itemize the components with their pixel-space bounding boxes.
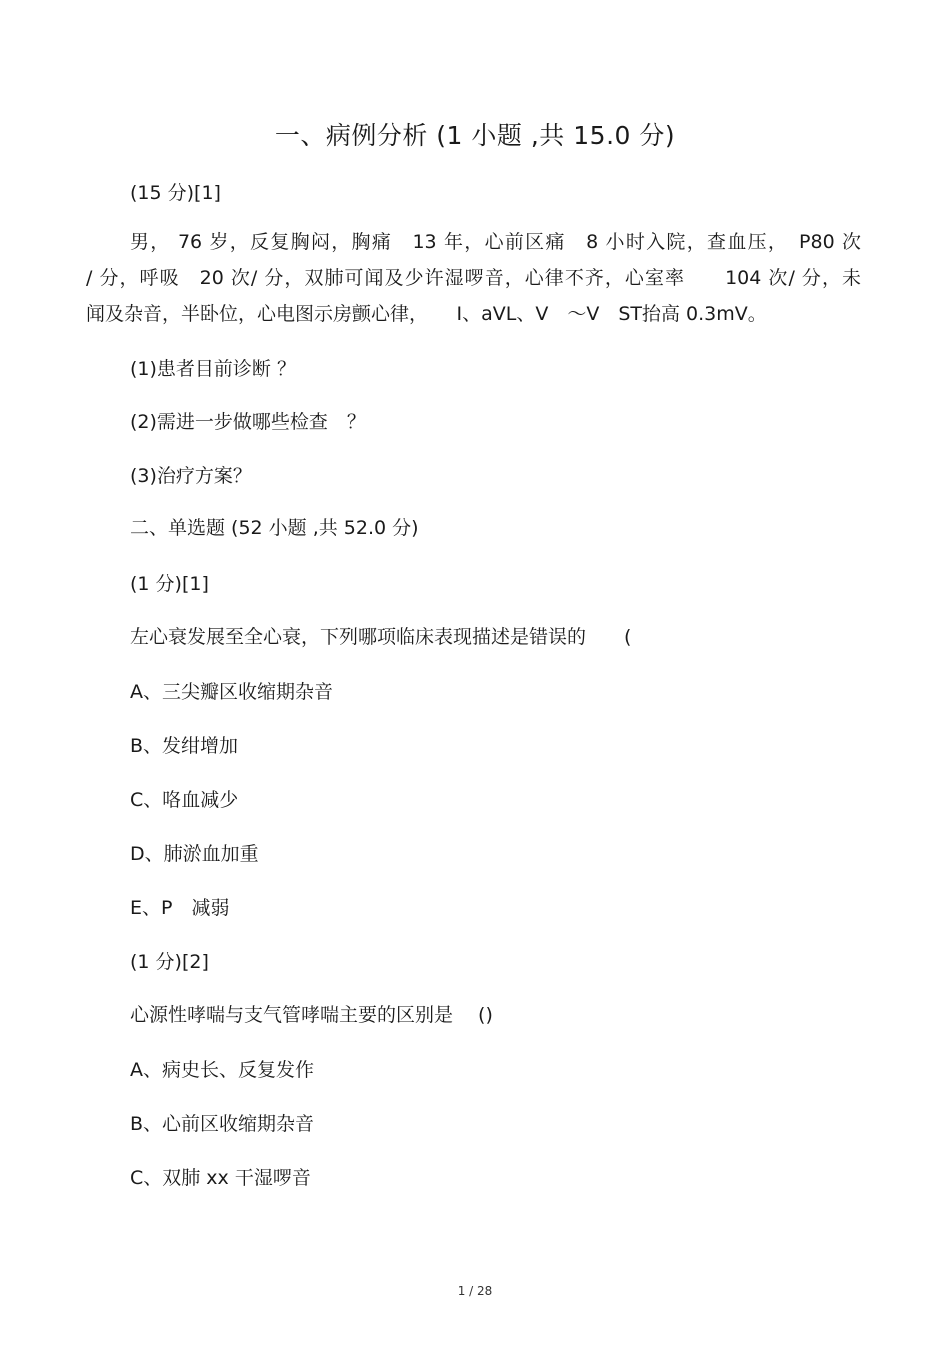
page-indicator: 1 / 28: [457, 1284, 493, 1298]
answer-option: D、肺淤血加重: [130, 843, 259, 865]
case-text-line: / 分，呼吸 20 次/ 分，双肺可闻及少许湿啰音，心律不齐，心室率 104 次/ 分，未: [86, 267, 861, 289]
answer-option: B、发绀增加: [130, 735, 239, 757]
case-description: [86, 224, 861, 332]
section-heading: 二、单选题 (52 小题 ,共 52.0 分): [130, 517, 419, 539]
answer-option: A、病史长、反复发作: [130, 1059, 314, 1081]
answer-option: C、双肺 xx 干湿啰音: [130, 1167, 311, 1189]
case-text-line: 男， 76 岁，反复胸闷，胸痛 13 年，心前区痛 8 小时入院，查血压， P80 次: [130, 231, 861, 253]
case-text-line: 闻及杂音，半卧位，心电图示房颤心律， I、aVL、V ～V ST抬高 0.3mV。: [86, 303, 767, 325]
question-stem: 左心衰发展至全心衰，下列哪项临床表现描述是错误的 (: [130, 626, 632, 648]
case-score: (15 分)[1]: [130, 182, 221, 204]
answer-option: B、心前区收缩期杂音: [130, 1113, 315, 1135]
case-question: (3)治疗方案？: [130, 465, 252, 487]
case-question: (1)患者目前诊断 ？: [130, 358, 296, 380]
question-score: (1 分)[1]: [130, 573, 209, 595]
answer-option: E、P 减弱: [130, 897, 230, 919]
answer-option: C、咯血减少: [130, 789, 239, 811]
section-title: 一、病例分析 (1 小题 ,共 15.0 分): [274, 121, 676, 150]
answer-option: A、三尖瓣区收缩期杂音: [130, 681, 333, 703]
case-question: (2)需进一步做哪些检查 ？: [130, 411, 366, 433]
question-score: (1 分)[2]: [130, 951, 209, 973]
question-stem: 心源性哮喘与支气管哮喘主要的区别是 (): [130, 1004, 493, 1026]
